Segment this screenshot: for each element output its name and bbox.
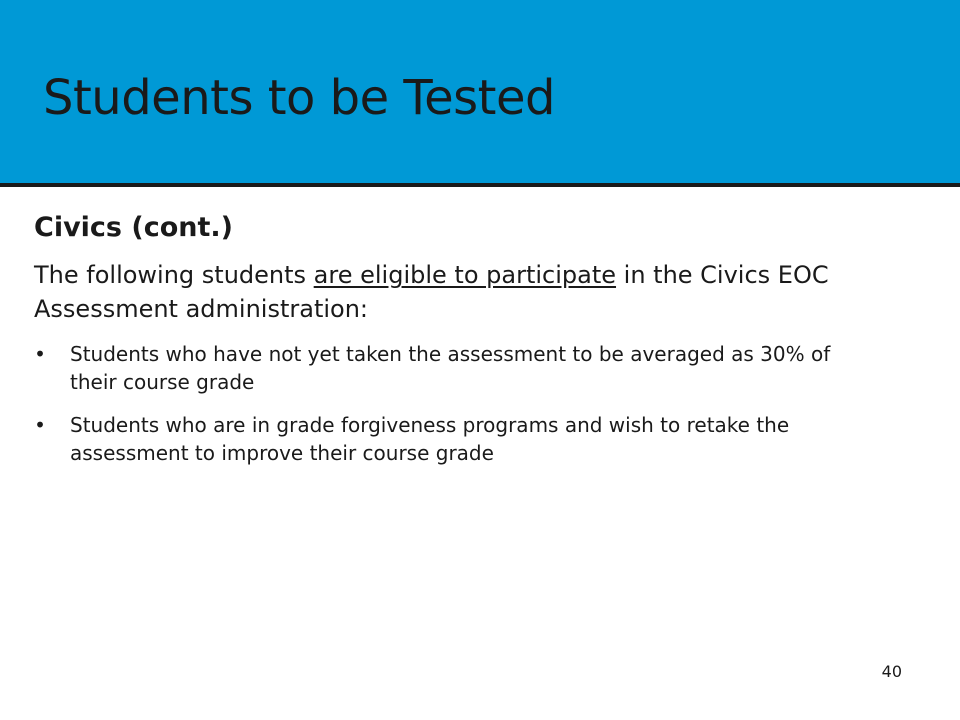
page-number: 40: [881, 662, 902, 681]
slide-title: Students to be Tested: [43, 70, 555, 126]
bullet-item: [34, 340, 880, 396]
intro-paragraph: [34, 258, 834, 326]
bullet-text: Students who have not yet taken the assessment to be averaged as 30% of their course grade: [70, 342, 831, 395]
intro-text-after: in the Civics EOC Assessment administration:: [34, 261, 829, 324]
title-band: [0, 0, 960, 187]
slide-content: [34, 212, 904, 482]
section-subheading: Civics (cont.): [34, 212, 234, 243]
intro-text-before: The following students: [34, 261, 314, 290]
intro-emphasis-underlined: are eligible to participate: [313, 261, 617, 290]
bullet-item: [34, 411, 880, 467]
bullet-text: Students who are in grade forgiveness programs and wish to retake the assessment to improve their course grade: [70, 413, 790, 466]
bullet-marker: •: [34, 413, 46, 438]
bullet-list: [34, 340, 904, 467]
bullet-marker: •: [34, 342, 46, 367]
